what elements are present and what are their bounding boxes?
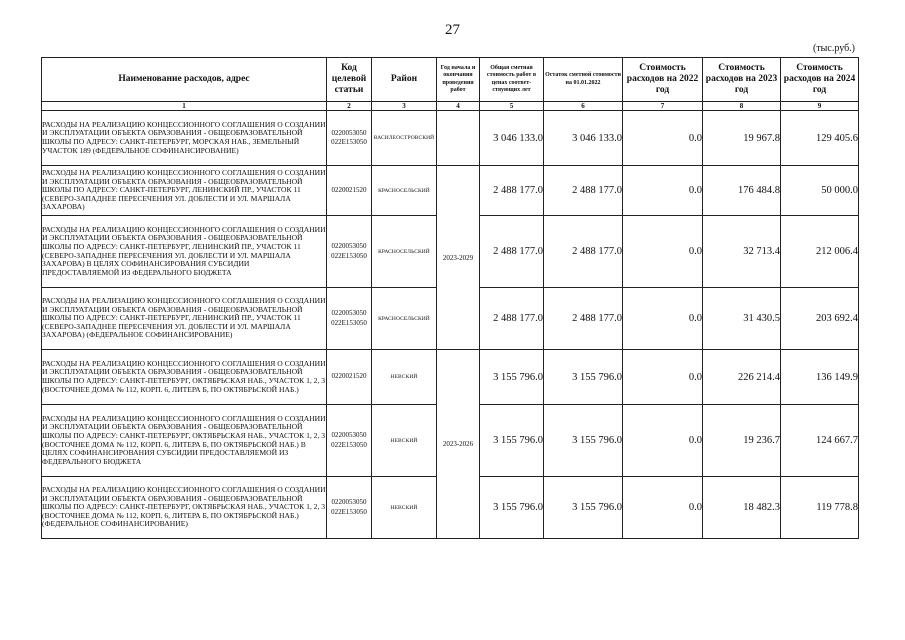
- column-number: 2: [327, 102, 372, 111]
- row-cost-2023: 226 214.4: [703, 350, 781, 405]
- header-years: Год начала и окончания проведения работ: [437, 58, 480, 102]
- column-number-row: [42, 102, 859, 111]
- row-district: НЕВСКИЙ: [372, 477, 437, 539]
- row-name: РАСХОДЫ НА РЕАЛИЗАЦИЮ КОНЦЕССИОННОГО СОГЛАШЕНИЯ О СОЗДАНИИ И ЭКСПЛУАТАЦИИ ОБЪЕКТА ОБРАЗОВАНИЯ - ОБЩЕОБРАЗОВАТЕЛЬНОЙ ШКОЛЫ ПО АДРЕСУ: САНКТ-ПЕТЕРБУРГ, ЛЕНИНСКИЙ ПР., УЧАСТОК 11 (СЕВЕРО-ЗАПАДНЕЕ ПЕРЕСЕЧЕНИЯ УЛ. ДОБЛЕСТИ И УЛ. МАРШАЛА ЗАХАРОВА) (ФЕДЕРАЛЬНОЕ СОФИНАНСИРОВАНИЕ): [42, 288, 327, 350]
- header-row: [42, 58, 859, 102]
- column-number: 1: [42, 102, 327, 111]
- row-total-cost: 2 488 177.0: [480, 288, 544, 350]
- row-total-cost: 3 046 133.0: [480, 111, 544, 166]
- row-cost-2024: 212 006.4: [781, 216, 859, 288]
- row-total-cost: 2 488 177.0: [480, 216, 544, 288]
- column-number: 5: [480, 102, 544, 111]
- row-name: РАСХОДЫ НА РЕАЛИЗАЦИЮ КОНЦЕССИОННОГО СОГЛАШЕНИЯ О СОЗДАНИИ И ЭКСПЛУАТАЦИИ ОБЪЕКТА ОБРАЗОВАНИЯ - ОБЩЕОБРАЗОВАТЕЛЬНОЙ ШКОЛЫ ПО АДРЕСУ: САНКТ-ПЕТЕРБУРГ, МОРСКАЯ НАБ., ЗЕМЕЛЬНЫЙ УЧАСТОК 189 (ФЕДЕРАЛЬНОЕ СОФИНАНСИРОВАНИЕ): [42, 111, 327, 166]
- row-district: КРАСНОСЕЛЬСКИЙ: [372, 166, 437, 216]
- row-cost-2024: 119 778.8: [781, 477, 859, 539]
- header-remaining: Остаток сметной стоимости на 01.01.2022: [544, 58, 623, 102]
- row-code: 0220053050 022E153050: [327, 111, 372, 166]
- row-code: 0220021520: [327, 350, 372, 405]
- row-code: 0220021520: [327, 166, 372, 216]
- row-code: 0220053050 022E153050: [327, 288, 372, 350]
- row-cost-2022: 0.0: [623, 350, 703, 405]
- row-cost-2022: 0.0: [623, 216, 703, 288]
- row-total-cost: 3 155 796.0: [480, 477, 544, 539]
- row-name: РАСХОДЫ НА РЕАЛИЗАЦИЮ КОНЦЕССИОННОГО СОГЛАШЕНИЯ О СОЗДАНИИ И ЭКСПЛУАТАЦИИ ОБЪЕКТА ОБРАЗОВАНИЯ - ОБЩЕОБРАЗОВАТЕЛЬНОЙ ШКОЛЫ ПО АДРЕСУ: САНКТ-ПЕТЕРБУРГ, ОКТЯБРЬСКАЯ НАБ., УЧАСТОК 1, 2, 3 (ВОСТОЧНЕЕ ДОМА № 112, КОРП. 6, ЛИТЕРА Б, ПО ОКТЯБРЬСКОЙ НАБ.): [42, 350, 327, 405]
- row-cost-2023: 19 236.7: [703, 405, 781, 477]
- row-district: ВАСИЛЕОСТРОВСКИЙ: [372, 111, 437, 166]
- row-cost-2023: 19 967.8: [703, 111, 781, 166]
- row-cost-2022: 0.0: [623, 288, 703, 350]
- page-number: 27: [445, 22, 460, 38]
- row-cost-2023: 31 430.5: [703, 288, 781, 350]
- column-number: 9: [781, 102, 859, 111]
- row-years: 2023-2029: [437, 166, 480, 350]
- column-number: 8: [703, 102, 781, 111]
- row-cost-2022: 0.0: [623, 111, 703, 166]
- column-number: 4: [437, 102, 480, 111]
- row-name: РАСХОДЫ НА РЕАЛИЗАЦИЮ КОНЦЕССИОННОГО СОГЛАШЕНИЯ О СОЗДАНИИ И ЭКСПЛУАТАЦИИ ОБЪЕКТА ОБРАЗОВАНИЯ - ОБЩЕОБРАЗОВАТЕЛЬНОЙ ШКОЛЫ ПО АДРЕСУ: САНКТ-ПЕТЕРБУРГ, ЛЕНИНСКИЙ ПР., УЧАСТОК 11 (СЕВЕРО-ЗАПАДНЕЕ ПЕРЕСЕЧЕНИЯ УЛ. ДОБЛЕСТИ И УЛ. МАРШАЛА ЗАХАРОВА): [42, 166, 327, 216]
- row-cost-2022: 0.0: [623, 477, 703, 539]
- row-cost-2024: 124 667.7: [781, 405, 859, 477]
- column-number: 3: [372, 102, 437, 111]
- row-cost-2023: 32 713.4: [703, 216, 781, 288]
- row-district: КРАСНОСЕЛЬСКИЙ: [372, 288, 437, 350]
- row-years: 2023-2026: [437, 350, 480, 539]
- row-remaining: 2 488 177.0: [544, 216, 623, 288]
- row-total-cost: 2 488 177.0: [480, 166, 544, 216]
- row-name: РАСХОДЫ НА РЕАЛИЗАЦИЮ КОНЦЕССИОННОГО СОГЛАШЕНИЯ О СОЗДАНИИ И ЭКСПЛУАТАЦИИ ОБЪЕКТА ОБРАЗОВАНИЯ - ОБЩЕОБРАЗОВАТЕЛЬНОЙ ШКОЛЫ ПО АДРЕСУ: САНКТ-ПЕТЕРБУРГ, ЛЕНИНСКИЙ ПР., УЧАСТОК 11 (СЕВЕРО-ЗАПАДНЕЕ ПЕРЕСЕЧЕНИЯ УЛ. ДОБЛЕСТИ И УЛ. МАРШАЛА ЗАХАРОВА) В ЦЕЛЯХ СОФИНАНСИРОВАНИЯ СУБСИДИИ ПРЕДОСТАВЛЯЕМОЙ ИЗ ФЕДЕРАЛЬНОГО БЮДЖЕТА: [42, 216, 327, 288]
- row-cost-2024: 136 149.9: [781, 350, 859, 405]
- column-number: 7: [623, 102, 703, 111]
- row-remaining: 3 155 796.0: [544, 350, 623, 405]
- header-district: Район: [372, 58, 437, 102]
- row-district: КРАСНОСЕЛЬСКИЙ: [372, 216, 437, 288]
- row-code: 0220053050 022E153050: [327, 405, 372, 477]
- row-cost-2024: 50 000.0: [781, 166, 859, 216]
- header-code: Код целевой статьи: [327, 58, 372, 102]
- row-total-cost: 3 155 796.0: [480, 350, 544, 405]
- row-remaining: 3 046 133.0: [544, 111, 623, 166]
- header-cost-2024: Стоимость расходов на 2024 год: [781, 58, 859, 102]
- units-label: (тыс.руб.): [812, 43, 855, 54]
- header-total-cost: Общая сметная стоимость работ в ценах соответ-ствующих лет: [480, 58, 544, 102]
- row-cost-2023: 176 484.8: [703, 166, 781, 216]
- row-years-empty: [437, 111, 480, 166]
- table-row: [42, 166, 859, 216]
- row-cost-2024: 203 692.4: [781, 288, 859, 350]
- header-name: Наименование расходов, адрес: [42, 58, 327, 102]
- row-district: НЕВСКИЙ: [372, 405, 437, 477]
- header-cost-2023: Стоимость расходов на 2023 год: [703, 58, 781, 102]
- header-cost-2022: Стоимость расходов на 2022 год: [623, 58, 703, 102]
- row-remaining: 2 488 177.0: [544, 166, 623, 216]
- row-remaining: 3 155 796.0: [544, 405, 623, 477]
- table-row: [42, 111, 859, 166]
- row-name: РАСХОДЫ НА РЕАЛИЗАЦИЮ КОНЦЕССИОННОГО СОГЛАШЕНИЯ О СОЗДАНИИ И ЭКСПЛУАТАЦИИ ОБЪЕКТА ОБРАЗОВАНИЯ - ОБЩЕОБРАЗОВАТЕЛЬНОЙ ШКОЛЫ ПО АДРЕСУ: САНКТ-ПЕТЕРБУРГ, ОКТЯБРЬСКАЯ НАБ., УЧАСТОК 1, 2, 3 (ВОСТОЧНЕЕ ДОМА № 112, КОРП. 6, ЛИТЕРА Б, ПО ОКТЯБРЬСКОЙ НАБ.) (ФЕДЕРАЛЬНОЕ СОФИНАНСИРОВАНИЕ): [42, 477, 327, 539]
- row-total-cost: 3 155 796.0: [480, 405, 544, 477]
- row-cost-2024: 129 405.6: [781, 111, 859, 166]
- row-cost-2022: 0.0: [623, 166, 703, 216]
- row-cost-2023: 18 482.3: [703, 477, 781, 539]
- row-code: 0220053050 022E153050: [327, 477, 372, 539]
- row-remaining: 3 155 796.0: [544, 477, 623, 539]
- budget-table: [41, 57, 859, 539]
- column-number: 6: [544, 102, 623, 111]
- row-cost-2022: 0.0: [623, 405, 703, 477]
- table-row: [42, 350, 859, 405]
- row-code: 0220053050 022E153050: [327, 216, 372, 288]
- row-remaining: 2 488 177.0: [544, 288, 623, 350]
- row-district: НЕВСКИЙ: [372, 350, 437, 405]
- row-name: РАСХОДЫ НА РЕАЛИЗАЦИЮ КОНЦЕССИОННОГО СОГЛАШЕНИЯ О СОЗДАНИИ И ЭКСПЛУАТАЦИИ ОБЪЕКТА ОБРАЗОВАНИЯ - ОБЩЕОБРАЗОВАТЕЛЬНОЙ ШКОЛЫ ПО АДРЕСУ: САНКТ-ПЕТЕРБУРГ, ОКТЯБРЬСКАЯ НАБ., УЧАСТОК 1, 2, 3 (ВОСТОЧНЕЕ ДОМА № 112, КОРП. 6, ЛИТЕРА Б, ПО ОКТЯБРЬСКОЙ НАБ.) В ЦЕЛЯХ СОФИНАНСИРОВАНИЯ СУБСИДИИ ПРЕДОСТАВЛЯЕМОЙ ИЗ ФЕДЕРАЛЬНОГО БЮДЖЕТА: [42, 405, 327, 477]
